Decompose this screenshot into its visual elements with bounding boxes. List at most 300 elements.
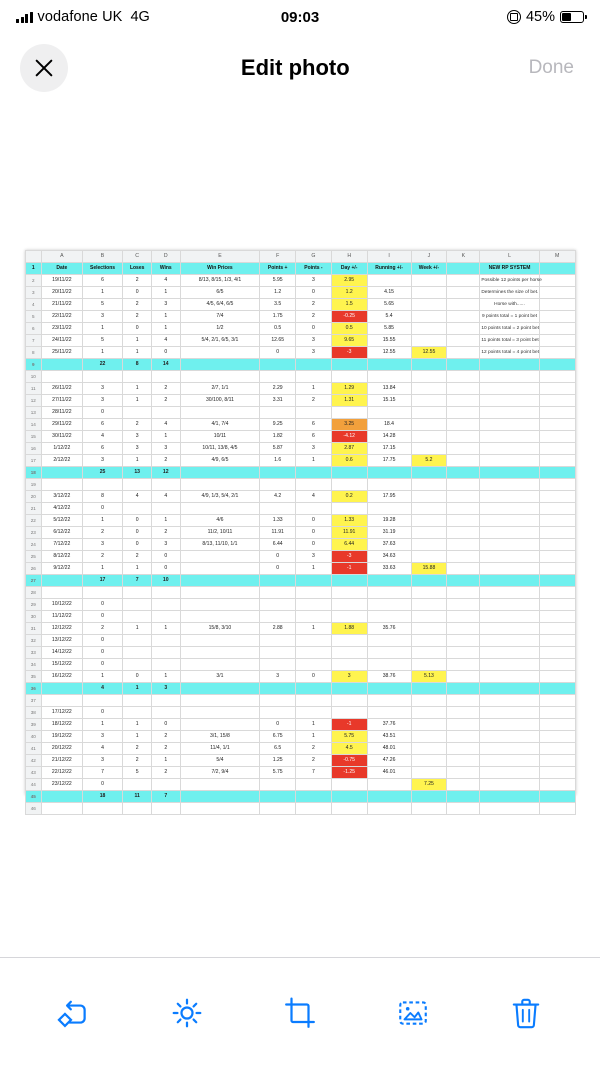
row-header[interactable]: 43: [25, 767, 42, 779]
sheet-cell[interactable]: Possible 12 points per horse: [480, 275, 539, 287]
sheet-cell[interactable]: [411, 611, 447, 623]
sheet-cell[interactable]: 1.31: [331, 395, 367, 407]
sheet-cell[interactable]: 11/4, 1/1: [180, 743, 260, 755]
sheet-cell[interactable]: [123, 479, 152, 491]
sheet-cell[interactable]: [331, 647, 367, 659]
markup-tool-button[interactable]: [384, 984, 442, 1042]
sheet-cell[interactable]: [480, 707, 539, 719]
sheet-cell[interactable]: [539, 743, 575, 755]
table-row[interactable]: [25, 455, 575, 467]
sheet-cell[interactable]: [82, 803, 123, 815]
sheet-cell[interactable]: [411, 587, 447, 599]
sheet-cell[interactable]: 34.63: [367, 551, 411, 563]
sheet-cell[interactable]: 4: [82, 431, 123, 443]
sheet-cell[interactable]: [447, 323, 480, 335]
sheet-cell[interactable]: 2: [123, 311, 152, 323]
sheet-cell[interactable]: [260, 707, 296, 719]
sheet-cell[interactable]: [180, 347, 260, 359]
sheet-cell[interactable]: [296, 359, 332, 371]
sheet-cell[interactable]: 2: [123, 551, 152, 563]
sheet-cell[interactable]: 23/11/22: [42, 323, 83, 335]
sheet-cell[interactable]: [480, 407, 539, 419]
sheet-cell[interactable]: [180, 599, 260, 611]
sheet-cell[interactable]: 1: [151, 671, 180, 683]
sheet-cell[interactable]: 8/13, 11/10, 1/1: [180, 539, 260, 551]
table-row[interactable]: [25, 527, 575, 539]
table-row[interactable]: [25, 275, 575, 287]
sheet-cell[interactable]: [447, 575, 480, 587]
sheet-cell[interactable]: 6/12/22: [42, 527, 83, 539]
table-row[interactable]: [25, 611, 575, 623]
sheet-cell[interactable]: 0: [82, 659, 123, 671]
sheet-cell[interactable]: [260, 647, 296, 659]
sheet-cell[interactable]: [447, 755, 480, 767]
sheet-cell[interactable]: 2: [296, 311, 332, 323]
sheet-cell[interactable]: [539, 623, 575, 635]
sheet-cell[interactable]: [539, 347, 575, 359]
sheet-cell[interactable]: [539, 263, 575, 275]
sheet-cell[interactable]: 2: [151, 743, 180, 755]
sheet-cell[interactable]: 8/12/22: [42, 551, 83, 563]
sheet-cell[interactable]: [151, 803, 180, 815]
column-header-A[interactable]: A: [42, 251, 83, 263]
sheet-cell[interactable]: [42, 803, 83, 815]
sheet-cell[interactable]: [42, 791, 83, 803]
sheet-cell[interactable]: [331, 659, 367, 671]
row-header[interactable]: 25: [25, 551, 42, 563]
sheet-cell[interactable]: -0.75: [331, 755, 367, 767]
sheet-cell[interactable]: [411, 491, 447, 503]
sheet-cell[interactable]: -1: [331, 719, 367, 731]
table-row[interactable]: [25, 515, 575, 527]
sheet-cell[interactable]: 4: [151, 275, 180, 287]
sheet-cell[interactable]: 4: [82, 743, 123, 755]
sheet-cell[interactable]: 26/11/22: [42, 383, 83, 395]
sheet-cell[interactable]: [42, 695, 83, 707]
sheet-cell[interactable]: [411, 719, 447, 731]
sheet-cell[interactable]: [539, 431, 575, 443]
row-header[interactable]: 30: [25, 611, 42, 623]
row-header[interactable]: 10: [25, 371, 42, 383]
sheet-cell[interactable]: [296, 683, 332, 695]
sheet-cell[interactable]: [480, 611, 539, 623]
sheet-cell[interactable]: 1: [123, 719, 152, 731]
table-row[interactable]: [25, 731, 575, 743]
sheet-cell[interactable]: 1: [123, 455, 152, 467]
sheet-cell[interactable]: 25: [82, 467, 123, 479]
sheet-cell[interactable]: [447, 491, 480, 503]
sheet-cell[interactable]: 1/12/22: [42, 443, 83, 455]
sheet-cell[interactable]: [447, 707, 480, 719]
row-header[interactable]: 1: [25, 263, 42, 275]
sheet-cell[interactable]: [260, 479, 296, 491]
table-row[interactable]: [25, 503, 575, 515]
sheet-cell[interactable]: [296, 371, 332, 383]
sheet-cell[interactable]: 0: [151, 719, 180, 731]
table-row[interactable]: [25, 647, 575, 659]
table-row[interactable]: [25, 599, 575, 611]
table-row[interactable]: [25, 623, 575, 635]
sheet-cell[interactable]: 17.75: [367, 455, 411, 467]
sheet-cell[interactable]: [123, 635, 152, 647]
sheet-cell[interactable]: 4: [296, 491, 332, 503]
sheet-cell[interactable]: 1: [82, 323, 123, 335]
sheet-cell[interactable]: 6/5: [180, 287, 260, 299]
sheet-cell[interactable]: 1: [82, 563, 123, 575]
column-header-B[interactable]: B: [82, 251, 123, 263]
sheet-cell[interactable]: NEW RP SYSTEM: [480, 263, 539, 275]
sheet-cell[interactable]: 1: [123, 395, 152, 407]
sheet-cell[interactable]: 2.88: [260, 623, 296, 635]
sheet-cell[interactable]: [367, 467, 411, 479]
sheet-cell[interactable]: 7/4: [180, 311, 260, 323]
sheet-cell[interactable]: [151, 635, 180, 647]
sheet-cell[interactable]: [447, 803, 480, 815]
sheet-cell[interactable]: [180, 563, 260, 575]
sheet-cell[interactable]: [539, 755, 575, 767]
sheet-cell[interactable]: [331, 407, 367, 419]
sheet-cell[interactable]: [539, 419, 575, 431]
sheet-cell[interactable]: 2: [151, 395, 180, 407]
table-row[interactable]: [25, 683, 575, 695]
row-header[interactable]: 2: [25, 275, 42, 287]
sheet-cell[interactable]: [260, 695, 296, 707]
sheet-cell[interactable]: [260, 575, 296, 587]
sheet-cell[interactable]: [539, 575, 575, 587]
sheet-cell[interactable]: 2: [123, 755, 152, 767]
sheet-cell[interactable]: [539, 395, 575, 407]
sheet-cell[interactable]: [411, 755, 447, 767]
sheet-cell[interactable]: [480, 635, 539, 647]
sheet-cell[interactable]: [480, 599, 539, 611]
sheet-cell[interactable]: Running +/-: [367, 263, 411, 275]
sheet-cell[interactable]: [411, 659, 447, 671]
sheet-cell[interactable]: 6: [82, 275, 123, 287]
sheet-cell[interactable]: [42, 587, 83, 599]
sheet-cell[interactable]: 5.2: [411, 455, 447, 467]
sheet-cell[interactable]: 5.87: [260, 443, 296, 455]
delete-tool-button[interactable]: [497, 984, 555, 1042]
sheet-cell[interactable]: [260, 503, 296, 515]
row-header[interactable]: 9: [25, 359, 42, 371]
table-row[interactable]: [25, 791, 575, 803]
photo-canvas[interactable]: [0, 102, 600, 957]
sheet-cell[interactable]: 5: [82, 335, 123, 347]
row-header[interactable]: 29: [25, 599, 42, 611]
sheet-cell[interactable]: [539, 731, 575, 743]
sheet-cell[interactable]: 22/12/22: [42, 767, 83, 779]
sheet-cell[interactable]: 8/13, 8/15, 1/3, 4/1: [180, 275, 260, 287]
sheet-cell[interactable]: [260, 791, 296, 803]
sheet-cell[interactable]: 7/12/22: [42, 539, 83, 551]
sheet-cell[interactable]: [260, 599, 296, 611]
sheet-cell[interactable]: 0.6: [331, 455, 367, 467]
sheet-cell[interactable]: 3: [82, 395, 123, 407]
sheet-cell[interactable]: Determines the size of bet.: [480, 287, 539, 299]
sheet-cell[interactable]: 5/4, 2/1, 6/5, 3/1: [180, 335, 260, 347]
sheet-cell[interactable]: 7.25: [411, 779, 447, 791]
row-header[interactable]: 45: [25, 791, 42, 803]
sheet-cell[interactable]: 35.76: [367, 623, 411, 635]
sheet-cell[interactable]: 28/11/22: [42, 407, 83, 419]
row-header[interactable]: 3: [25, 287, 42, 299]
sheet-cell[interactable]: [539, 551, 575, 563]
sheet-cell[interactable]: 18.4: [367, 419, 411, 431]
sheet-cell[interactable]: 0: [82, 503, 123, 515]
sheet-cell[interactable]: 4.5: [331, 743, 367, 755]
sheet-cell[interactable]: [367, 503, 411, 515]
sheet-cell[interactable]: [180, 635, 260, 647]
sheet-cell[interactable]: [367, 275, 411, 287]
sheet-cell[interactable]: 3: [151, 539, 180, 551]
sheet-cell[interactable]: [331, 575, 367, 587]
sheet-cell[interactable]: -4.12: [331, 431, 367, 443]
sheet-cell[interactable]: 1: [296, 731, 332, 743]
sheet-cell[interactable]: [180, 659, 260, 671]
sheet-cell[interactable]: 14.28: [367, 431, 411, 443]
sheet-cell[interactable]: [296, 407, 332, 419]
sheet-cell[interactable]: 19/11/22: [42, 275, 83, 287]
sheet-cell[interactable]: 10/11: [180, 431, 260, 443]
sheet-cell[interactable]: 3: [82, 731, 123, 743]
sheet-cell[interactable]: 9/12/22: [42, 563, 83, 575]
row-header[interactable]: 24: [25, 539, 42, 551]
sheet-cell[interactable]: 21/12/22: [42, 755, 83, 767]
sheet-cell[interactable]: 3: [123, 431, 152, 443]
sheet-cell[interactable]: [539, 791, 575, 803]
sheet-cell[interactable]: [447, 767, 480, 779]
sheet-cell[interactable]: 2: [296, 395, 332, 407]
column-header-L[interactable]: L: [480, 251, 539, 263]
sheet-cell[interactable]: [447, 779, 480, 791]
sheet-cell[interactable]: 3: [296, 275, 332, 287]
sheet-cell[interactable]: [180, 683, 260, 695]
sheet-cell[interactable]: -3: [331, 347, 367, 359]
sheet-cell[interactable]: 24/11/22: [42, 335, 83, 347]
sheet-cell[interactable]: [411, 683, 447, 695]
row-header[interactable]: 23: [25, 527, 42, 539]
sheet-cell[interactable]: [411, 359, 447, 371]
column-header-H[interactable]: H: [331, 251, 367, 263]
sheet-cell[interactable]: [180, 803, 260, 815]
sheet-cell[interactable]: [151, 587, 180, 599]
sheet-cell[interactable]: [180, 719, 260, 731]
sheet-cell[interactable]: 13: [123, 467, 152, 479]
sheet-cell[interactable]: 3/1: [180, 671, 260, 683]
sheet-cell[interactable]: [367, 587, 411, 599]
table-row[interactable]: [25, 407, 575, 419]
sheet-cell[interactable]: [447, 635, 480, 647]
row-header[interactable]: 39: [25, 719, 42, 731]
sheet-cell[interactable]: [151, 407, 180, 419]
sheet-cell[interactable]: 2: [151, 383, 180, 395]
sheet-cell[interactable]: [480, 731, 539, 743]
sheet-cell[interactable]: 1: [82, 347, 123, 359]
row-header[interactable]: 21: [25, 503, 42, 515]
column-header-C[interactable]: C: [123, 251, 152, 263]
sheet-cell[interactable]: [539, 335, 575, 347]
sheet-cell[interactable]: [447, 515, 480, 527]
sheet-cell[interactable]: 0: [82, 599, 123, 611]
sheet-cell[interactable]: 7: [82, 767, 123, 779]
sheet-cell[interactable]: Loses: [123, 263, 152, 275]
sheet-cell[interactable]: [411, 515, 447, 527]
sheet-cell[interactable]: 1.33: [260, 515, 296, 527]
sheet-cell[interactable]: [480, 431, 539, 443]
row-header[interactable]: 15: [25, 431, 42, 443]
table-row[interactable]: [25, 323, 575, 335]
sheet-cell[interactable]: 10: [151, 575, 180, 587]
sheet-cell[interactable]: [447, 455, 480, 467]
sheet-cell[interactable]: [411, 383, 447, 395]
sheet-cell[interactable]: [180, 779, 260, 791]
sheet-cell[interactable]: -1: [331, 563, 367, 575]
sheet-cell[interactable]: 9.65: [331, 335, 367, 347]
sheet-cell[interactable]: 12.65: [260, 335, 296, 347]
sheet-cell[interactable]: [82, 371, 123, 383]
sheet-cell[interactable]: 3: [82, 755, 123, 767]
sheet-cell[interactable]: [331, 359, 367, 371]
table-row[interactable]: [25, 287, 575, 299]
sheet-cell[interactable]: 3: [82, 539, 123, 551]
sheet-cell[interactable]: 0.2: [331, 491, 367, 503]
sheet-cell[interactable]: [260, 683, 296, 695]
sheet-cell[interactable]: [296, 803, 332, 815]
sheet-cell[interactable]: 3: [151, 443, 180, 455]
sheet-cell[interactable]: [180, 707, 260, 719]
sheet-cell[interactable]: [411, 539, 447, 551]
corner-cell[interactable]: [25, 251, 42, 263]
table-row[interactable]: [25, 659, 575, 671]
sheet-cell[interactable]: 10/11, 13/8, 4/5: [180, 443, 260, 455]
sheet-cell[interactable]: 0: [151, 563, 180, 575]
sheet-cell[interactable]: 43.51: [367, 731, 411, 743]
sheet-cell[interactable]: 17: [82, 575, 123, 587]
sheet-cell[interactable]: 6: [82, 419, 123, 431]
sheet-cell[interactable]: [151, 503, 180, 515]
sheet-cell[interactable]: 0: [82, 635, 123, 647]
sheet-cell[interactable]: 0: [82, 407, 123, 419]
sheet-cell[interactable]: [260, 803, 296, 815]
sheet-cell[interactable]: [539, 599, 575, 611]
sheet-cell[interactable]: [296, 707, 332, 719]
sheet-cell[interactable]: 5/4: [180, 755, 260, 767]
sheet-cell[interactable]: [151, 779, 180, 791]
sheet-cell[interactable]: 6.75: [260, 731, 296, 743]
sheet-cell[interactable]: [447, 359, 480, 371]
sheet-cell[interactable]: 4: [123, 491, 152, 503]
table-row[interactable]: [25, 587, 575, 599]
sheet-cell[interactable]: [296, 575, 332, 587]
sheet-cell[interactable]: [447, 287, 480, 299]
sheet-cell[interactable]: [447, 599, 480, 611]
sheet-cell[interactable]: [411, 335, 447, 347]
sheet-cell[interactable]: 15/12/22: [42, 659, 83, 671]
done-button[interactable]: Done: [523, 56, 580, 80]
sheet-cell[interactable]: [447, 623, 480, 635]
sheet-cell[interactable]: 12.55: [367, 347, 411, 359]
sheet-cell[interactable]: [480, 539, 539, 551]
sheet-cell[interactable]: [331, 791, 367, 803]
sheet-cell[interactable]: 5/12/22: [42, 515, 83, 527]
sheet-cell[interactable]: 47.26: [367, 755, 411, 767]
sheet-cell[interactable]: 0: [123, 287, 152, 299]
row-header[interactable]: 6: [25, 323, 42, 335]
table-row[interactable]: [25, 491, 575, 503]
sheet-cell[interactable]: Week +/-: [411, 263, 447, 275]
table-row[interactable]: [25, 695, 575, 707]
sheet-cell[interactable]: [447, 719, 480, 731]
row-header[interactable]: 17: [25, 455, 42, 467]
sheet-cell[interactable]: 3: [296, 347, 332, 359]
sheet-cell[interactable]: 4/1, 7/4: [180, 419, 260, 431]
sheet-cell[interactable]: 1: [82, 671, 123, 683]
sheet-cell[interactable]: 6.44: [260, 539, 296, 551]
sheet-cell[interactable]: 0: [296, 287, 332, 299]
sheet-cell[interactable]: 2: [82, 623, 123, 635]
sheet-cell[interactable]: [539, 803, 575, 815]
sheet-cell[interactable]: [480, 671, 539, 683]
sheet-cell[interactable]: [296, 779, 332, 791]
sheet-cell[interactable]: [480, 515, 539, 527]
sheet-cell[interactable]: 23/12/22: [42, 779, 83, 791]
sheet-cell[interactable]: [539, 479, 575, 491]
sheet-cell[interactable]: [539, 515, 575, 527]
sheet-cell[interactable]: [539, 719, 575, 731]
sheet-cell[interactable]: 0: [123, 671, 152, 683]
sheet-cell[interactable]: [480, 767, 539, 779]
sheet-cell[interactable]: -1.25: [331, 767, 367, 779]
table-row[interactable]: [25, 467, 575, 479]
sheet-cell[interactable]: [367, 407, 411, 419]
sheet-cell[interactable]: [331, 371, 367, 383]
row-header[interactable]: 31: [25, 623, 42, 635]
sheet-cell[interactable]: 0: [82, 707, 123, 719]
sheet-cell[interactable]: [123, 803, 152, 815]
sheet-cell[interactable]: 1.88: [331, 623, 367, 635]
sheet-cell[interactable]: 0: [82, 647, 123, 659]
sheet-cell[interactable]: 1: [151, 323, 180, 335]
sheet-cell[interactable]: [331, 467, 367, 479]
sheet-cell[interactable]: 2: [151, 731, 180, 743]
sheet-cell[interactable]: [411, 551, 447, 563]
sheet-cell[interactable]: [260, 659, 296, 671]
sheet-cell[interactable]: [447, 503, 480, 515]
row-header[interactable]: 7: [25, 335, 42, 347]
sheet-cell[interactable]: 14: [151, 359, 180, 371]
sheet-cell[interactable]: [296, 587, 332, 599]
sheet-cell[interactable]: 3: [296, 335, 332, 347]
sheet-cell[interactable]: 0: [151, 551, 180, 563]
sheet-cell[interactable]: [480, 647, 539, 659]
sheet-cell[interactable]: 37.76: [367, 719, 411, 731]
sheet-cell[interactable]: 3: [82, 383, 123, 395]
row-header[interactable]: 13: [25, 407, 42, 419]
sheet-cell[interactable]: [480, 383, 539, 395]
sheet-cell[interactable]: [260, 635, 296, 647]
sheet-cell[interactable]: [411, 323, 447, 335]
sheet-cell[interactable]: [539, 503, 575, 515]
sheet-cell[interactable]: 1: [123, 335, 152, 347]
sheet-cell[interactable]: 5.65: [367, 299, 411, 311]
row-header[interactable]: 19: [25, 479, 42, 491]
sheet-cell[interactable]: [480, 743, 539, 755]
sheet-cell[interactable]: [367, 695, 411, 707]
sheet-cell[interactable]: [367, 803, 411, 815]
adjust-tool-button[interactable]: [158, 984, 216, 1042]
sheet-cell[interactable]: 7: [123, 575, 152, 587]
sheet-cell[interactable]: 1: [296, 623, 332, 635]
